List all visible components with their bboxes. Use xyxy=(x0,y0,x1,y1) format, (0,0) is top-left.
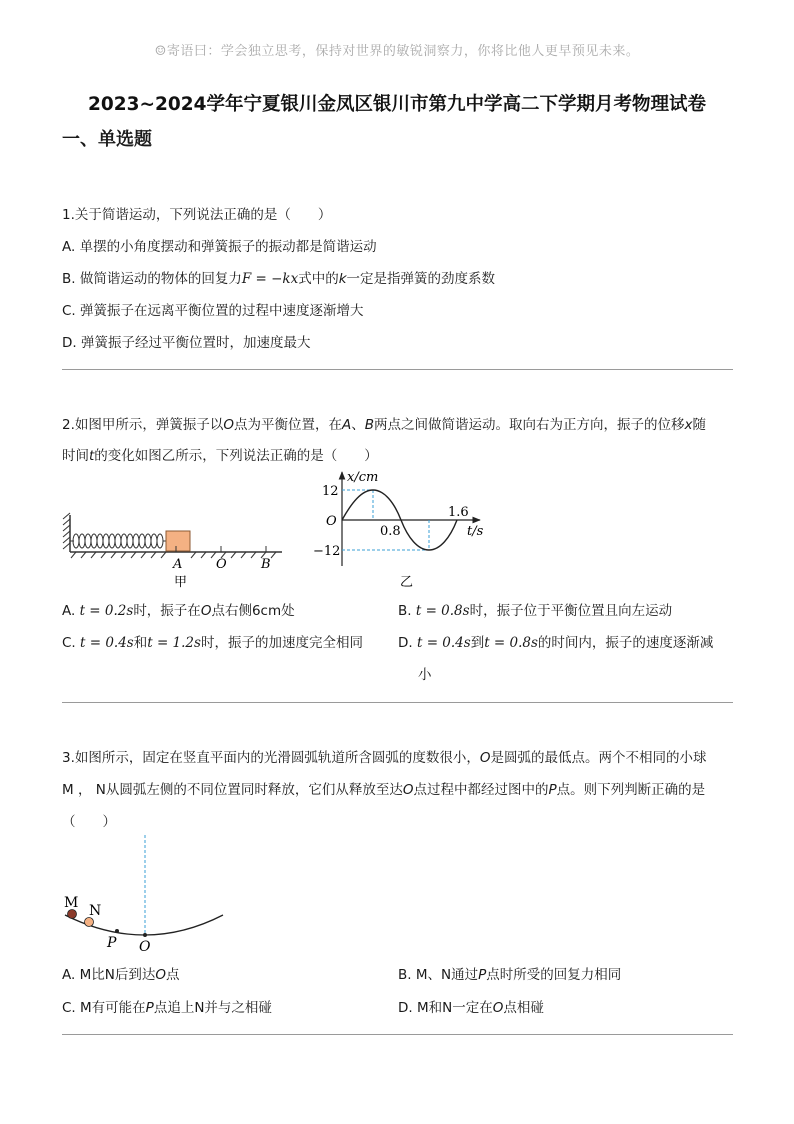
divider xyxy=(62,1034,733,1035)
option-text: 点时所受的回复力相同 xyxy=(486,967,622,983)
option-text: 点右侧6cm处 xyxy=(211,603,295,619)
q3-option-b[interactable] xyxy=(398,963,621,983)
option-math: t = 0.4s xyxy=(80,635,134,651)
option-text: D. xyxy=(398,635,417,651)
q2-figure-graph xyxy=(305,462,495,592)
label-N: N xyxy=(89,903,102,919)
q1-option-b-text-mid: 式中的 xyxy=(298,271,339,287)
q1-option-c[interactable]: C. 弹簧振子在远离平衡位置的过程中速度逐渐增大 xyxy=(62,303,364,319)
point-P xyxy=(115,929,119,933)
option-text: 时，振子在 xyxy=(133,603,201,619)
q2-option-d-continued: 小 xyxy=(418,667,432,683)
q1-option-a[interactable]: A. 单摆的小角度摆动和弹簧振子的振动都是简谐运动 xyxy=(62,239,377,255)
t-end-label: 1.6 xyxy=(448,505,469,520)
divider xyxy=(62,702,733,703)
option-text: 点追上N并与之相碰 xyxy=(153,1000,272,1016)
option-text: 时，振子的加速度完全相同 xyxy=(200,635,363,651)
label-O: O xyxy=(139,939,151,955)
q2-stem-text: 2.如图甲所示，弹簧振子以 xyxy=(62,417,224,433)
y-axis-label: x/cm xyxy=(347,470,379,485)
q3-figure-arc xyxy=(55,833,235,958)
q3-stem-text: 是圆弧的最低点。两个不相同的小球 xyxy=(490,750,707,766)
divider xyxy=(62,369,733,370)
option-O: O xyxy=(492,1000,504,1016)
option-text: 点 xyxy=(165,967,180,983)
q1-option-b-k: k xyxy=(338,271,347,287)
option-text: 到 xyxy=(470,635,485,651)
q3-option-c[interactable] xyxy=(62,996,272,1016)
q2-stem-text: 随 xyxy=(692,417,707,433)
q2-option-b[interactable] xyxy=(398,599,672,619)
option-math: t = 0.2s xyxy=(79,603,134,619)
q2-stem-text: 时间 xyxy=(62,448,89,464)
page-title: 2023~2024学年宁夏银川金凤区银川市第九中学高二下学期月考物理试卷 xyxy=(88,94,706,115)
q2-stem-text: 、 xyxy=(351,417,365,433)
option-text: A. M比N后到达 xyxy=(62,967,156,983)
option-text: 的时间内，振子的速度逐渐减 xyxy=(537,635,714,651)
section-heading: 一、单选题 xyxy=(62,129,152,150)
q2-stem-text: 两点之间做简谐运动。取向右为正方向，振子的位移 xyxy=(374,417,685,433)
q3-stem-text: 点过程中都经过图中的 xyxy=(413,782,549,798)
q2-stem-O: O xyxy=(223,417,235,433)
option-text: C. M有可能在 xyxy=(62,1000,146,1016)
spring-coil xyxy=(70,534,166,548)
q2-option-a[interactable] xyxy=(62,599,295,619)
label-M: M xyxy=(64,895,79,911)
q3-stem-text: M ， N从圆弧左侧的不同位置同时释放，它们从释放至达 xyxy=(62,782,403,798)
q1-stem: 1.关于简谐运动，下列说法正确的是（ ） xyxy=(62,207,332,223)
q3-option-d[interactable] xyxy=(398,996,544,1016)
q2-option-d[interactable] xyxy=(398,631,713,651)
caption-yi: 乙 xyxy=(400,575,414,590)
q1-option-b-text: B. 做简谐运动的物体的回复力 xyxy=(62,271,242,287)
option-O: O xyxy=(155,967,166,983)
q3-stem-text: 点。则下列判断正确的是 xyxy=(556,782,706,798)
q1-option-b-text-end: 一定是指弹簧的劲度系数 xyxy=(346,271,496,287)
q3-stem-O: O xyxy=(402,782,414,798)
t-mid-label: 0.8 xyxy=(380,524,401,539)
point-O xyxy=(143,933,147,937)
q2-option-c[interactable] xyxy=(62,631,363,651)
option-text: 和 xyxy=(133,635,148,651)
wall-hatching xyxy=(63,513,70,552)
q2-stem-A: A xyxy=(342,417,352,433)
option-text: D. M和N一定在 xyxy=(398,1000,493,1016)
x-axis-label: t/s xyxy=(467,524,484,539)
q2-stem-t: t xyxy=(89,448,95,464)
q2-stem-text: 的变化如图乙所示，下列说法正确的是（ ） xyxy=(94,448,378,464)
label-B: B xyxy=(261,557,271,572)
q3-stem-line3: （ ） xyxy=(62,814,116,830)
option-P: P xyxy=(145,1000,154,1016)
q3-stem-text: 3.如图所示，固定在竖直平面内的光滑圆弧轨道所含圆弧的度数很小， xyxy=(62,750,480,766)
option-text: B. xyxy=(398,603,416,619)
q2-stem-B: B xyxy=(364,417,375,433)
q3-stem-P: P xyxy=(548,782,557,798)
q1-option-d[interactable]: D. 弹簧振子经过平衡位置时，加速度最大 xyxy=(62,335,311,351)
q1-option-b[interactable] xyxy=(62,267,495,287)
y-max-label: 12 xyxy=(322,484,339,499)
option-text: 时，振子位于平衡位置且向左运动 xyxy=(469,603,673,619)
option-math: t = 0.8s xyxy=(484,635,538,651)
y-min-label: −12 xyxy=(313,544,341,559)
origin-label: O xyxy=(326,514,337,529)
option-math: t = 0.4s xyxy=(416,635,471,651)
q3-stem-line1 xyxy=(62,746,707,766)
label-O: O xyxy=(216,557,227,572)
option-math: t = 1.2s xyxy=(147,635,201,651)
q2-stem-x: x xyxy=(684,417,693,433)
option-P: P xyxy=(478,967,487,983)
option-text: A. xyxy=(62,603,80,619)
motto-header: ☺寄语曰：学会独立思考，保持对世界的敏锐洞察力，你将比他人更早预见未来。 xyxy=(154,44,640,59)
q3-option-a[interactable] xyxy=(62,963,179,983)
option-O: O xyxy=(200,603,212,619)
caption-jia: 甲 xyxy=(174,575,188,590)
q2-stem-line1 xyxy=(62,413,706,433)
option-text: C. xyxy=(62,635,81,651)
label-A: A xyxy=(173,557,183,572)
option-math: t = 0.8s xyxy=(415,603,470,619)
q1-option-b-formula: F = −kx xyxy=(241,271,299,287)
label-P: P xyxy=(107,935,117,951)
q2-stem-line2 xyxy=(62,444,378,464)
q2-figure-spring xyxy=(60,505,290,595)
option-text: 点相碰 xyxy=(503,1000,544,1016)
q3-stem-O: O xyxy=(479,750,491,766)
oscillator-block xyxy=(166,531,190,551)
q2-stem-text: 点为平衡位置，在 xyxy=(234,417,343,433)
q3-stem-line2 xyxy=(62,778,705,798)
option-text: B. M、N通过 xyxy=(398,967,479,983)
